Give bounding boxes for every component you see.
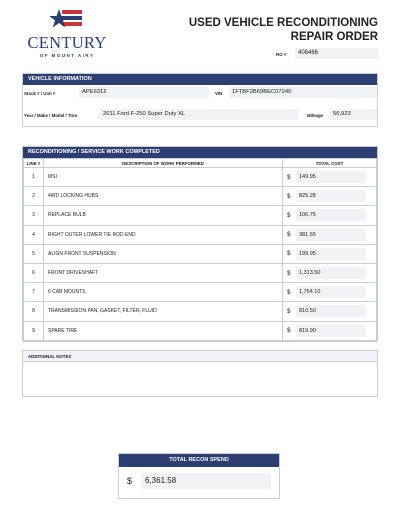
work-description: FRONT DRIVESHAFT (44, 263, 283, 282)
cost-cell (283, 302, 377, 321)
stock-field[interactable]: APE6312 (79, 87, 209, 98)
line-number: 8 (24, 302, 44, 321)
cost-field[interactable]: 149.95 (296, 171, 366, 183)
total-heading: TOTAL RECON SPEND (119, 454, 279, 467)
cost-field[interactable]: 810.50 (296, 305, 366, 317)
work-description: 4WD LOCKING HUBS (44, 187, 283, 206)
table-row (24, 187, 377, 206)
title-line-1: USED VEHICLE RECONDITIONING (188, 17, 378, 29)
work-table-header (24, 159, 377, 168)
vehicle-info-heading: VEHICLE INFORMATION (23, 74, 377, 85)
table-row (24, 263, 377, 282)
table-row (24, 168, 377, 187)
cost-field[interactable]: 1,313.50 (296, 267, 366, 279)
cost-currency: $ (287, 250, 291, 258)
line-number: 3 (24, 206, 44, 225)
col-desc-header: DESCRIPTION OF WORK PERFORMED (44, 159, 283, 168)
dealer-name: CENTURY (27, 33, 107, 52)
ymm-field[interactable]: 2011 Ford F-250 Super Duty XL (100, 109, 298, 120)
work-description: MSI (44, 168, 283, 187)
cost-field[interactable]: 199.95 (296, 248, 366, 260)
table-row (24, 302, 377, 321)
notes-section (22, 350, 378, 397)
vehicle-info-section (22, 73, 378, 127)
line-number: 1 (24, 168, 44, 187)
cost-cell (283, 168, 377, 187)
line-number: 6 (24, 263, 44, 282)
total-currency: $ (127, 476, 133, 486)
cost-field[interactable]: 381.65 (296, 229, 366, 241)
work-description: ALIGN FRONT SUSPENSION (44, 244, 283, 263)
cost-currency: $ (287, 192, 291, 200)
line-number: 5 (24, 244, 44, 263)
cost-field[interactable]: 819.90 (296, 325, 366, 337)
cost-currency: $ (287, 211, 291, 219)
ro-label: RO # (276, 52, 287, 57)
col-line-header: LINE # (24, 159, 44, 168)
cost-field[interactable]: 825.28 (296, 190, 366, 202)
vin-field[interactable]: 1FTBF2B69BEC07240 (229, 87, 377, 98)
cost-cell (283, 283, 377, 302)
line-number: 2 (24, 187, 44, 206)
notes-field[interactable] (23, 362, 377, 397)
table-row (24, 206, 377, 225)
cost-currency: $ (287, 173, 291, 181)
vin-label: VIN (215, 91, 223, 96)
cost-currency: $ (287, 231, 291, 239)
work-section (22, 146, 378, 342)
ymm-label: Year / Make / Model / Trim (24, 113, 78, 118)
mileage-field[interactable]: 56,923 (330, 109, 377, 120)
title-line-2: REPAIR ORDER (290, 31, 378, 43)
line-number: 7 (24, 283, 44, 302)
cost-cell (283, 225, 377, 244)
work-description: RIGHT OUTER LOWER TIE ROD END (44, 225, 283, 244)
line-number: 9 (24, 321, 44, 340)
dealer-subtitle: OF MOUNT AIRY (39, 53, 95, 58)
cost-field[interactable]: 1,754.10 (296, 286, 366, 298)
cost-cell (283, 244, 377, 263)
cost-field[interactable]: 106.75 (296, 209, 366, 221)
table-row (24, 244, 377, 263)
page-title (189, 16, 378, 44)
work-description: 6 CAB MOUNTS (44, 283, 283, 302)
work-description: SPARE TIRE (44, 321, 283, 340)
line-number: 4 (24, 225, 44, 244)
flag-star-icon (50, 8, 82, 32)
stock-label: Stock # / Unit # (24, 91, 56, 96)
notes-heading: ADDITIONAL NOTES (23, 351, 377, 362)
cost-cell (283, 263, 377, 282)
cost-currency: $ (287, 327, 291, 335)
cost-currency: $ (287, 269, 291, 277)
work-heading: RECONDITIONING / SERVICE WORK COMPLETED (23, 147, 377, 158)
cost-currency: $ (287, 288, 291, 296)
work-description: TRANSMISSION PAN, GASKET, FILTER, FLUID (44, 302, 283, 321)
cost-cell (283, 206, 377, 225)
work-table (23, 158, 377, 341)
table-row (24, 225, 377, 244)
cost-cell (283, 187, 377, 206)
col-cost-header: TOTAL COST (283, 159, 377, 168)
mileage-label: Mileage (307, 113, 324, 118)
cost-cell (283, 321, 377, 340)
cost-currency: $ (287, 307, 291, 315)
total-section (118, 453, 280, 499)
ro-number-field[interactable]: 408466 (295, 48, 378, 59)
total-value-field[interactable]: 6,361.58 (141, 473, 271, 489)
dealer-logo (22, 8, 112, 70)
table-row (24, 321, 377, 340)
work-description: REPLACE BULB (44, 206, 283, 225)
table-row (24, 283, 377, 302)
